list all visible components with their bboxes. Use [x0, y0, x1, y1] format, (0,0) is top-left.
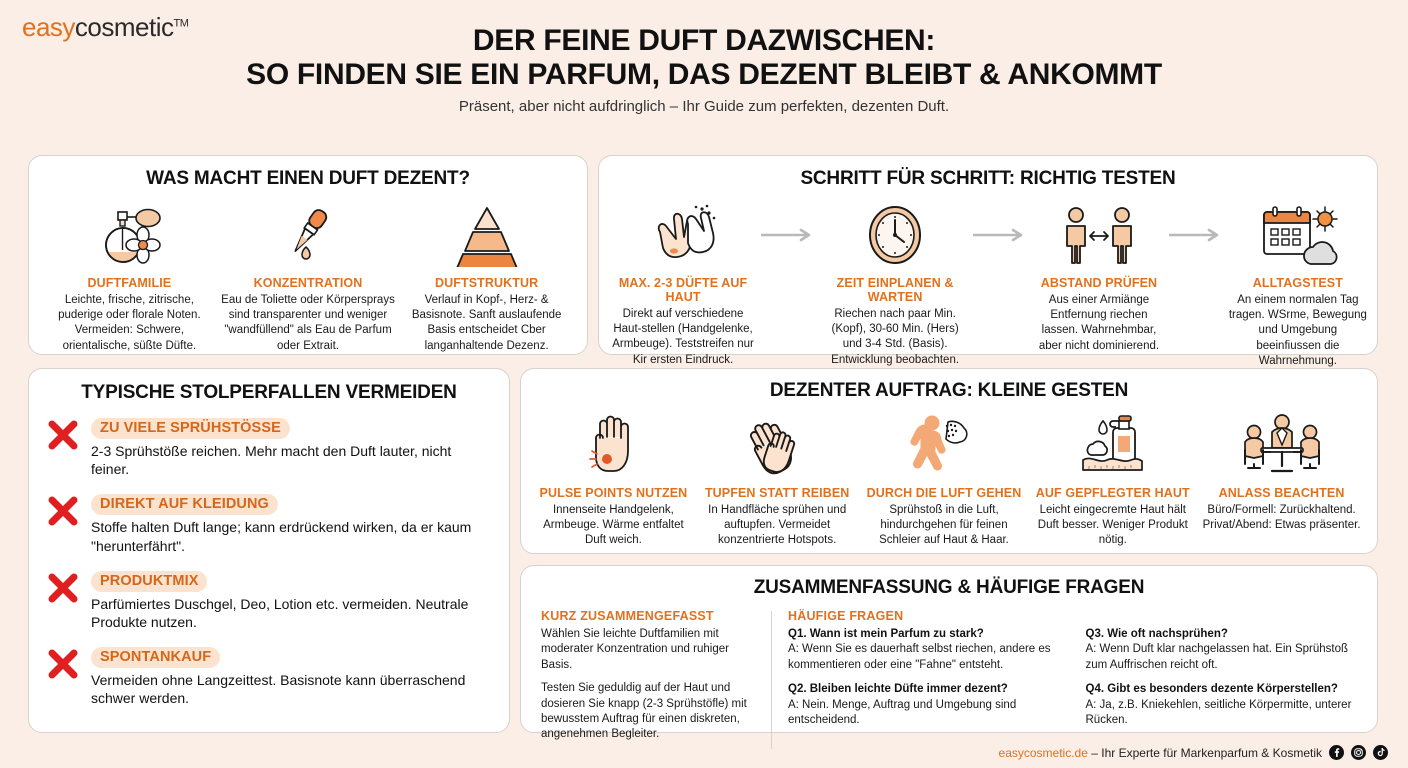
arrow-right-icon: [1165, 198, 1229, 272]
column-description: Büro/Formell: Zurückhaltend. Privat/Abend: Etwas präsenter.: [1202, 504, 1361, 532]
faq-question: Q1. Wann ist mein Parfum zu stark?: [788, 628, 984, 640]
red-x-icon: [45, 494, 81, 528]
column-label: ANLASS BEACHTEN: [1218, 486, 1345, 500]
faq-answer: A: Wenn Sie es dauerhaft selbst riechen, andere es kommentieren oder eine "Fahne" entsteht.: [788, 643, 1051, 671]
instagram-icon[interactable]: [1351, 745, 1366, 760]
column-description: Sprühstoß in die Luft, hindurchgehen für feinen Schleier auf Haut & Haar.: [879, 504, 1009, 547]
logo-cosmetic: cosmetic: [74, 12, 174, 42]
column-label: DURCH DIE LUFT GEHEN: [866, 486, 1022, 500]
card-title: DEZENTER AUFTRAG: KLEINE GESTEN: [769, 380, 1129, 401]
column-konzentration: [216, 198, 401, 354]
facebook-icon[interactable]: [1329, 745, 1344, 760]
step-label: ABSTAND PRÜFEN: [1040, 276, 1158, 290]
page-title-line2: SO FINDEN SIE EIN PARFUM, DAS DEZENT BLEIBT & ANKOMMT: [246, 57, 1162, 91]
two-people-distance-icon: [1033, 198, 1165, 272]
red-x-icon: [45, 571, 81, 605]
column-label: PULSE POINTS NUTZEN: [539, 486, 688, 500]
pitfall-item: [45, 494, 493, 554]
pitfall-item: [45, 571, 493, 631]
column-label: KONZENTRATION: [253, 276, 363, 290]
column-description: Innenseite Handgelenk, Armbeuge. Wärme entfaltet Duft weich.: [543, 504, 684, 547]
summary-head: KURZ ZUSAMMENGEFASST: [541, 609, 714, 623]
column-duftfamilie: [43, 198, 216, 354]
calendar-sun-cloud-icon: [1229, 198, 1367, 272]
step-alltagstest: [1229, 198, 1367, 369]
column-label: DUFTFAMILIE: [87, 276, 172, 290]
step-abstand-pruefen: [1033, 198, 1165, 354]
hand-pulse-point-icon: [532, 408, 694, 482]
two-hands-dab-icon: [697, 408, 857, 482]
faq-answer: A: Ja, z.B. Kniekehlen, seitliche Körpermitte, unterer Rücken.: [1085, 698, 1352, 727]
pitfall-text: Vermeiden ohne Langzeittest. Basisnote kann überraschend schwer werden.: [91, 672, 466, 707]
card-zusammenfassung-faq: [520, 565, 1378, 741]
column-description: Leichte, frische, zitrische, puderige oder florale Noten. Vermeiden: Schwere, orientalische, süßte Düfte.: [58, 294, 201, 352]
pipette-dropper-icon: [216, 198, 401, 272]
faq-head: HÄUFIGE FRAGEN: [788, 609, 904, 623]
pitfall-item: [45, 418, 493, 478]
column-description: Leicht eingecremte Haut hält Duft besser. Weniger Produkt nötig.: [1037, 504, 1188, 547]
column-description: In Handfläche sprühen und auftupfen. Vermeidet konzentrierte Hotspots.: [708, 504, 847, 547]
page-subtitle: Präsent, aber nicht aufdringlich – Ihr Guide zum perfekten, dezenten Duft.: [458, 98, 950, 116]
perfume-bottle-flower-icon: [43, 198, 216, 272]
step-description: Riechen nach paar Min. (Kopf), 30-60 Min. (Hers) und 3-4 Std. (Basis). Entwicklung beobachten.: [831, 308, 960, 366]
step-label: ALLTAGSTEST: [1252, 276, 1343, 290]
column-description: Eau de Toliette oder Körpersprays sind transparenter und weniger "wandfüllend" als Eau de Parfum oder Extrait.: [221, 294, 395, 352]
summary-short-section: [541, 609, 771, 751]
walking-person-mist-icon: [860, 408, 1028, 482]
summary-paragraph-1: Wählen Sie leichte Duftfamilien mit moderater Konzentration und ruhiger Basis.: [541, 628, 729, 671]
step-description: Aus einer Armiänge Entfernung riechen lassen. Wahrnehmbar, aber nicht dominierend.: [1038, 294, 1160, 352]
arrow-right-icon: [969, 198, 1033, 272]
tiktok-icon[interactable]: [1373, 745, 1388, 760]
card-title: ZUSAMMENFASSUNG & HÄUFIGE FRAGEN: [753, 577, 1145, 598]
section-divider: [771, 611, 772, 749]
faq-question: Q2. Bleiben leichte Düfte immer dezent?: [788, 683, 1008, 696]
column-label: TUPFEN STATT REIBEN: [704, 486, 850, 500]
step-zeit-einplanen: [821, 198, 969, 368]
step-label: ZEIT EINPLANEN & WARTEN: [836, 276, 954, 304]
card-dezenter-auftrag: [520, 368, 1378, 554]
lotion-pump-skin-icon: [1031, 408, 1195, 482]
column-description: Verlauf in Kopf-, Herz- & Basisnote. Sanft auslaufende Basis entscheidet Cber langanhaltende Dezenz.: [411, 294, 562, 352]
arrow-right-icon: [757, 198, 821, 272]
card-title: TYPISCHE STOLPERFALLEN VERMEIDEN: [81, 382, 457, 403]
faq-answer: A: Nein. Menge, Auftrag und Umgebung sind entscheidend.: [788, 698, 1017, 727]
step-description: Direkt auf verschiedene Haut-stellen (Handgelenke, Armbeuge). Teststreifen nur Kir ersten Eindruck.: [612, 308, 754, 366]
card-title: SCHRITT FÜR SCHRITT: RICHTIG TESTEN: [800, 168, 1176, 189]
column-label: AUF GEPFLEGTER HAUT: [1035, 486, 1190, 500]
step-max-duefte: [609, 198, 757, 368]
fragrance-pyramid-icon: [400, 198, 573, 272]
faq-answer: A: Wenn Duft klar nachgelassen hat. Ein Sprühstoß zum Auffrischen reicht oft.: [1085, 643, 1349, 671]
logo-easy: easy: [22, 12, 75, 42]
column-anlass-beachten: [1198, 408, 1366, 533]
summary-paragraph-2: Testen Sie geduldig auf der Haut und dosieren Sie knapp (2-3 Sprühstöfle) mit bewusstem Auftrag für einen diskreten, angenehmen Begleiter.: [541, 682, 747, 741]
column-duftstruktur: [400, 198, 573, 354]
column-durch-die-luft-gehen: [860, 408, 1028, 549]
logo-trademark: TM: [173, 17, 189, 30]
faq-column-1: [788, 627, 1060, 737]
card-title: WAS MACHT EINEN DUFT DEZENT?: [146, 168, 470, 189]
red-x-icon: [45, 418, 81, 452]
pitfall-text: Parfümiertes Duschgel, Deo, Lotion etc. vermeiden. Neutrale Produkte nutzen.: [91, 595, 469, 630]
step-description: An einem normalen Tag tragen. WSrme, Bewegung und Umgebung beeinfiussen die Wahrnehmung.: [1228, 294, 1367, 367]
footer-tagline: – Ihr Experte für Markenparfum & Kosmetik: [1087, 745, 1322, 760]
column-auf-gepflegter-haut: [1031, 408, 1195, 549]
footer-domain[interactable]: easycosmetic.de: [998, 745, 1088, 760]
spray-on-hand-icon: [609, 198, 757, 272]
column-pulse-points: [532, 408, 694, 549]
red-x-icon: [45, 647, 81, 681]
meeting-table-people-icon: [1198, 408, 1366, 482]
faq-question: Q4. Gibt es besonders dezente Körperstellen?: [1085, 683, 1338, 696]
card-was-macht-duft-dezent: [28, 155, 588, 355]
pitfall-tag: SPONTANKAUF: [91, 647, 220, 668]
pitfall-item: [45, 647, 493, 707]
pitfall-text: Stoffe halten Duft lange; kann erdrückend wirken, da er kaum "herunterfährt".: [91, 519, 472, 554]
pitfall-text: 2-3 Sprühstöße reichen. Mehr macht den Duft lauter, nicht feiner.: [91, 443, 452, 478]
footer: [999, 745, 1388, 760]
faq-column-2: [1086, 627, 1358, 737]
header: [0, 24, 1408, 115]
faq-question: Q3. Wie oft nachsprühen?: [1085, 628, 1228, 640]
column-label: DUFTSTRUKTUR: [434, 276, 539, 290]
pitfall-tag: ZU VIELE SPRÜHSTÖSSE: [91, 418, 290, 439]
column-tupfen-statt-reiben: [697, 408, 857, 549]
card-typische-stolperfallen: [28, 368, 510, 733]
pitfall-tag: PRODUKTMIX: [91, 571, 207, 592]
step-label: MAX. 2-3 DÜFTE AUF HAUT: [618, 276, 748, 304]
page-title-line1: DER FEINE DUFT DAZWISCHEN:: [472, 24, 936, 57]
footer-text: [999, 746, 1322, 760]
clock-icon: [821, 198, 969, 272]
card-schritt-fuer-schritt: [598, 155, 1378, 367]
pitfall-tag: DIREKT AUF KLEIDUNG: [91, 494, 278, 515]
